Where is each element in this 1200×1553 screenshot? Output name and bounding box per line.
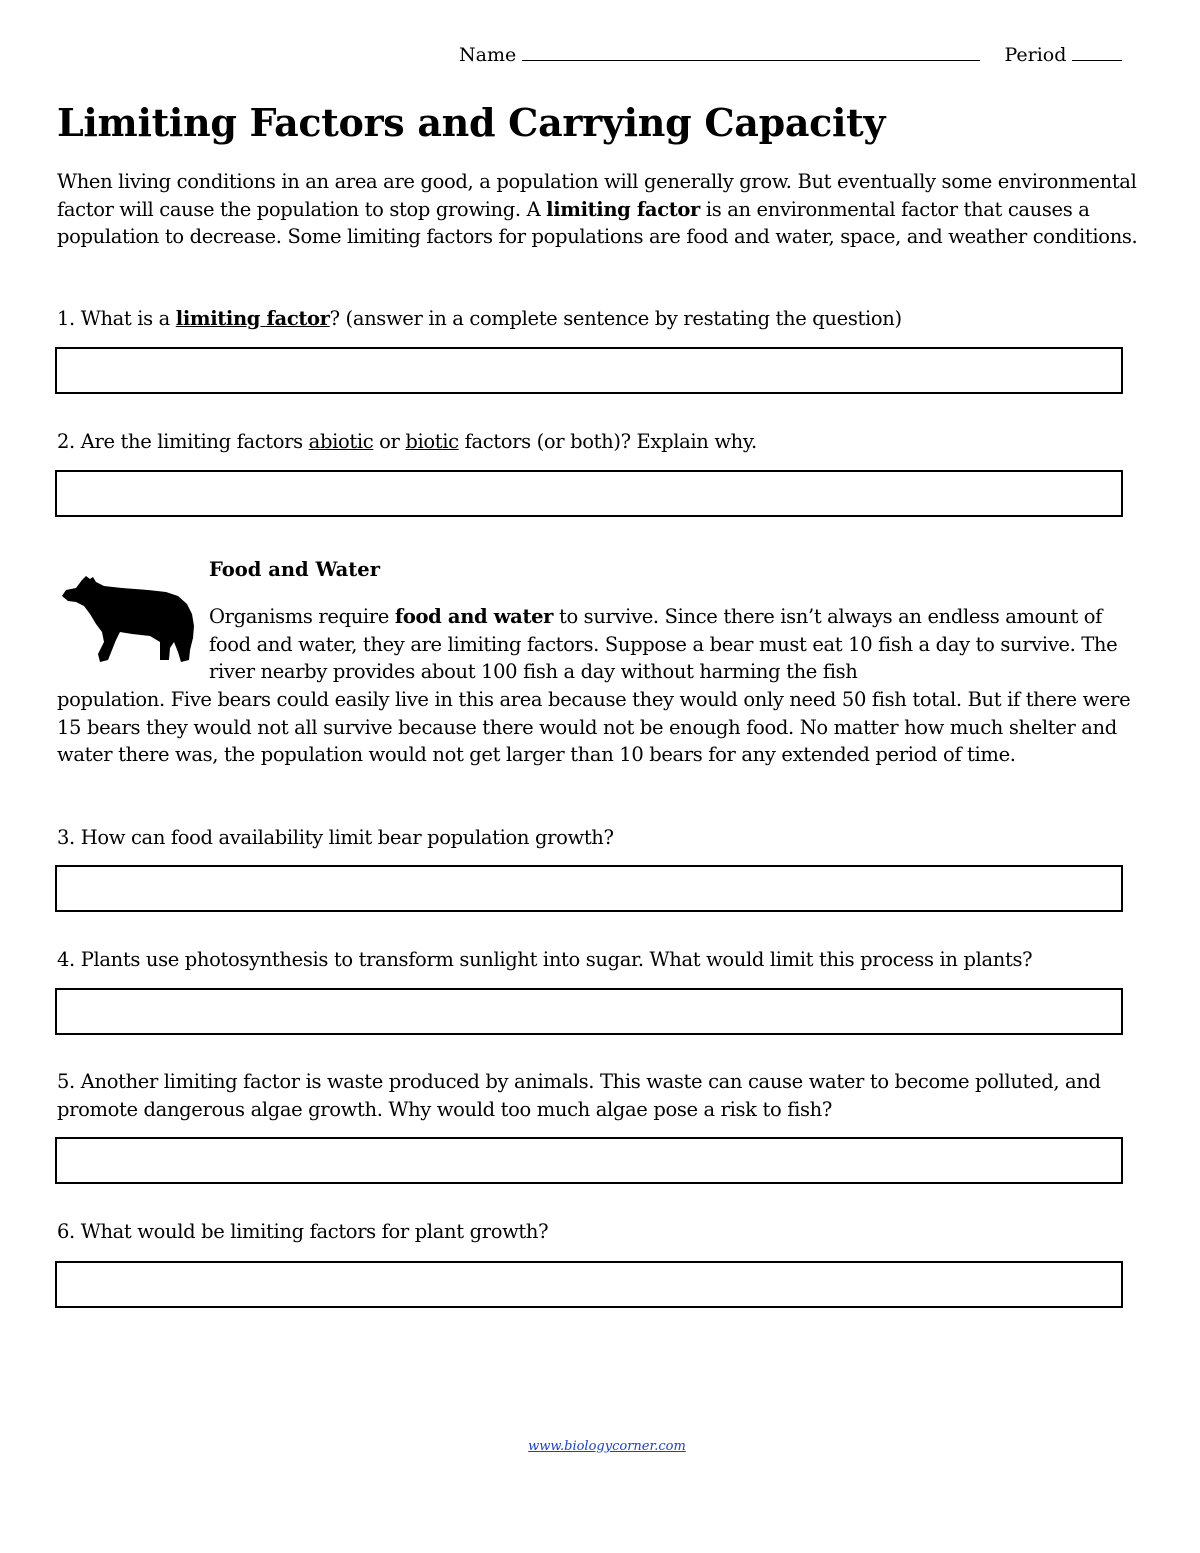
food-water-paragraph-continued: population. Five bears could easily live in this area because they would only need 50 fish total. But if there were 15 bears they would not all survive because there would not be enough food. No matter how much shelter and water there was, the population would not get larger than 10 bears for any extended period of time. [57, 688, 1131, 766]
food-and-water-term: food and water [394, 605, 554, 628]
q1-term: limiting factor [175, 307, 330, 330]
intro-paragraph: When living conditions in an area are good, a population will generally grow. But eventually some environmental factor will cause the population to stop growing. A limiting factor is an environmental factor that causes a population to decrease. Some limiting factors for populations are food and water, space, and weather conditions. [57, 170, 1138, 248]
period-blank[interactable] [1072, 45, 1122, 61]
student-info-header [459, 44, 1122, 66]
question-5: 5. Another limiting factor is waste produced by animals. This waste can cause water to become polluted, and promote dangerous algae growth. Why would too much algae pose a risk to fish? [57, 1070, 1101, 1121]
abiotic-term: abiotic [308, 430, 374, 453]
name-blank[interactable] [522, 45, 980, 61]
answer-box-4[interactable] [55, 988, 1123, 1035]
answer-box-6[interactable] [55, 1261, 1123, 1308]
biotic-term: biotic [405, 430, 459, 453]
page-title: Limiting Factors and Carrying Capacity [57, 100, 886, 145]
food-water-heading: Food and Water [209, 558, 380, 581]
period-label: Period [1004, 44, 1067, 66]
question-3: 3. How can food availability limit bear population growth? [57, 826, 614, 849]
bear-icon [60, 570, 196, 666]
food-water-paragraph: Organisms require food and water to survive. Since there isn’t always an endless amount of food and water, they are limiting factors. Suppose a bear must eat 10 fish a day to survive. The river nearby provides about 100 fish a day without harming the fish [209, 605, 1118, 683]
footer-link[interactable]: www.biologycorner.com [528, 1439, 686, 1454]
question-6: 6. What would be limiting factors for plant growth? [57, 1220, 549, 1243]
answer-box-2[interactable] [55, 470, 1123, 517]
limiting-factor-term: limiting factor [546, 197, 700, 221]
name-label: Name [459, 44, 517, 66]
answer-box-3[interactable] [55, 865, 1123, 912]
answer-box-5[interactable] [55, 1137, 1123, 1184]
question-4: 4. Plants use photosynthesis to transform sunlight into sugar. What would limit this process in plants? [57, 948, 1033, 971]
question-2: 2. Are the limiting factors abiotic or biotic factors (or both)? Explain why. [57, 430, 757, 453]
question-1: 1. What is a limiting factor? (answer in a complete sentence by restating the question) [57, 307, 902, 330]
answer-box-1[interactable] [55, 347, 1123, 394]
